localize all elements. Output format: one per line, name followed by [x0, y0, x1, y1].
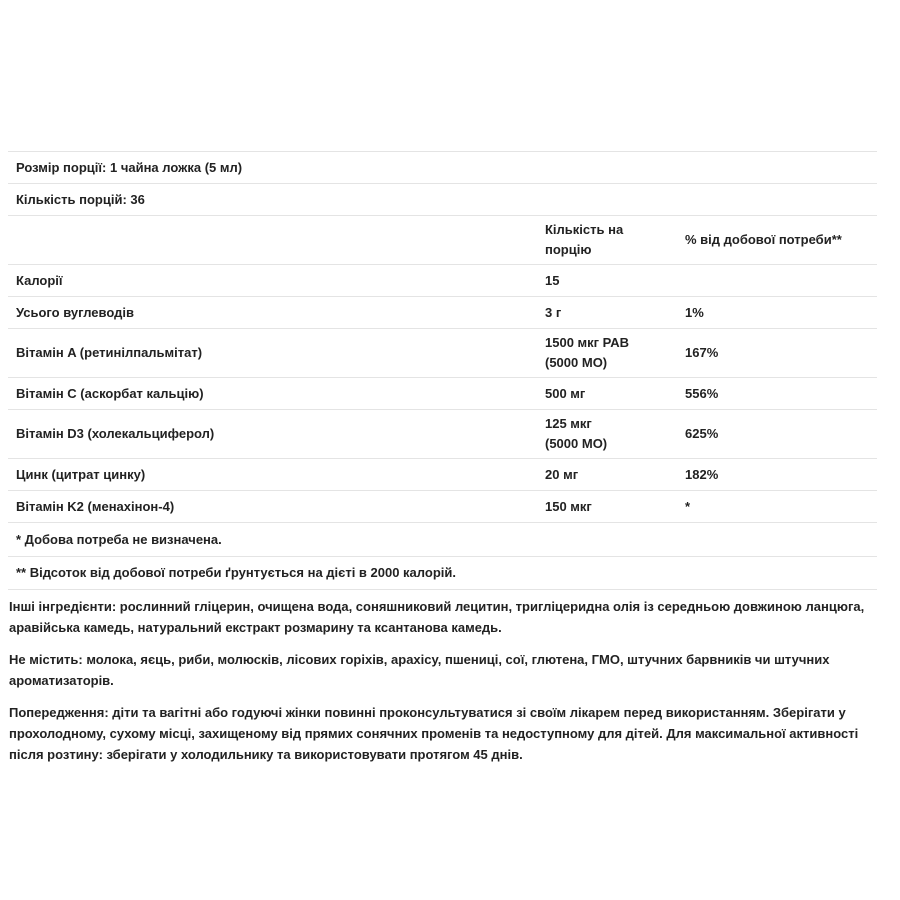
serving-size-text: Розмір порції: 1 чайна ложка (5 мл)	[16, 159, 243, 175]
table-row	[8, 409, 877, 458]
nutrient-amount: 1500 мкг РАВ (5000 МО)	[545, 335, 629, 370]
table-row	[8, 377, 877, 409]
nutrient-name: Вітамін A (ретинілпальмітат)	[16, 345, 203, 360]
footnote-row	[8, 522, 877, 556]
nutrient-amount: 150 мкг	[545, 498, 592, 514]
nutrient-name: Цинк (цитрат цинку)	[16, 466, 146, 482]
free-from-text: Не містить: молока, яєць, риби, молюсків, лісових горіхів, арахісу, пшениці, сої, глютена, ГМО, штучних барвників чи штучних ароматизаторів.	[9, 652, 830, 688]
nutrient-daily-value: 182%	[685, 466, 719, 482]
warning-text: Попередження: діти та вагітні або годуючі жінки повинні проконсультуватися зі своїм лікарем перед використанням. Зберігати у прохолодному, сухому місці, захищеному від прямих сонячних променів та недоступному для дітей. Для максимальної активності після розтину: зберігати у холодильнику та використовувати протягом 45 днів.	[9, 705, 859, 762]
table-row	[8, 264, 877, 296]
nutrient-name: Вітамін D3 (холекальциферол)	[16, 426, 215, 441]
nutrient-amount: 20 мг	[545, 466, 579, 482]
product-notes	[9, 596, 884, 776]
header-amount-cell: Кількість на порцію	[545, 222, 624, 257]
serving-size-row	[8, 151, 877, 183]
servings-count-row	[8, 183, 877, 215]
table-header-row	[8, 215, 877, 264]
servings-count-text: Кількість порцій: 36	[16, 191, 145, 207]
table-row	[8, 328, 877, 377]
table-row	[8, 490, 877, 522]
supplement-facts-table	[8, 151, 877, 590]
footnote-row	[8, 556, 877, 589]
nutrient-daily-value: 167%	[685, 345, 719, 360]
nutrient-daily-value: 1%	[685, 304, 704, 320]
other-ingredients-text: Інші інгредієнти: рослинний гліцерин, очищена вода, соняшниковий лецитин, тригліцеридна олія із середньою довжиною ланцюга, аравійська камедь, натуральний екстракт розмарину та ксантанова камедь.	[9, 599, 865, 635]
nutrient-name: Вітамін K2 (менахінон-4)	[16, 498, 175, 514]
nutrient-name: Калорії	[16, 272, 63, 288]
nutrient-amount: 15	[545, 272, 560, 288]
nutrient-amount: 500 мг	[545, 385, 586, 401]
table-bottom-divider	[8, 589, 877, 590]
nutrient-name: Усього вуглеводів	[16, 304, 134, 320]
table-row	[8, 296, 877, 328]
nutrient-name: Вітамін C (аскорбат кальцію)	[16, 385, 204, 401]
footnote-dv-basis: ** Відсоток від добової потреби ґрунтується на дієті в 2000 калорій.	[16, 565, 456, 580]
nutrient-amount: 125 мкг (5000 МО)	[545, 416, 608, 451]
header-daily-value-cell: % від добової потреби**	[685, 232, 842, 247]
table-row	[8, 458, 877, 490]
nutrient-amount: 3 г	[545, 304, 562, 320]
nutrient-daily-value: 625%	[685, 426, 719, 441]
footnote-dv-not-established: * Добова потреба не визначена.	[16, 531, 222, 547]
nutrient-daily-value: *	[685, 498, 691, 514]
nutrient-daily-value: 556%	[685, 385, 719, 401]
